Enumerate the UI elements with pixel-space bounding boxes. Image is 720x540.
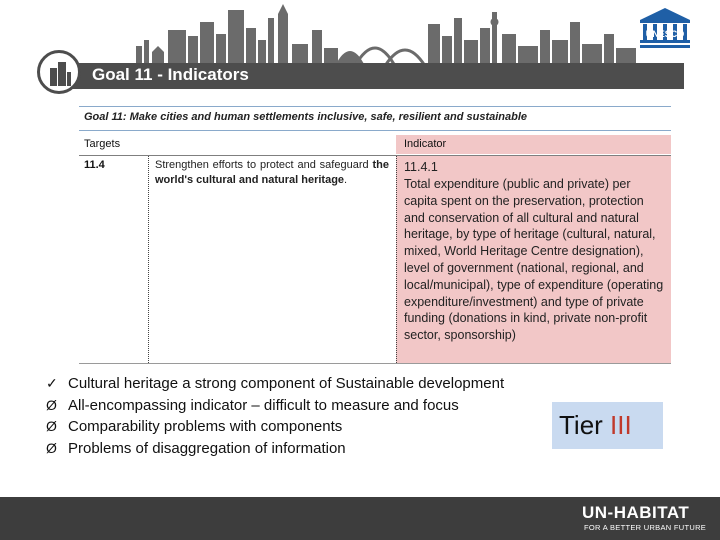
bullet-text: Problems of disaggregation of information — [68, 439, 346, 457]
tier-word: Tier — [559, 410, 603, 440]
goal-statement: Goal 11: Make cities and human settlements inclusive, safe, resilient and sustainable — [84, 111, 528, 123]
target-text-bold: the world's cultural and natural heritage — [155, 159, 389, 186]
city-icon-badge — [37, 50, 81, 94]
table-bottom-rule — [79, 363, 671, 364]
bullet-item — [46, 416, 516, 438]
bullet-item — [46, 395, 516, 417]
target-number: 11.4 — [84, 159, 105, 171]
column-header-indicator: Indicator — [404, 138, 447, 150]
un-habitat-logo: UN-HABITAT — [582, 503, 690, 522]
indicator-number: 11.4.1 — [404, 160, 438, 174]
goal-bottom-rule — [79, 130, 671, 131]
bullet-item — [46, 373, 516, 395]
tier-level: III — [610, 410, 632, 440]
column-divider-1 — [148, 156, 149, 363]
checkmark-icon: ✓ — [46, 375, 58, 391]
city-skyline-graphic — [130, 0, 640, 66]
table-header-targets-cell — [79, 135, 396, 154]
column-divider-2 — [396, 156, 397, 363]
bullet-text: Comparability problems with components — [68, 418, 343, 436]
arrow-bullet-icon: Ø — [46, 439, 57, 456]
arrow-bullet-icon: Ø — [46, 396, 57, 413]
page-title: Goal 11 - Indicators — [92, 65, 249, 84]
city-buildings-icon — [48, 60, 72, 86]
bullet-list — [46, 373, 516, 459]
tier-label — [559, 410, 632, 441]
goal-top-rule — [79, 106, 671, 107]
unesco-logo-text: UNESCO — [645, 29, 685, 39]
target-text-end: . — [344, 174, 348, 186]
arrow-bullet-icon: Ø — [46, 418, 57, 435]
un-habitat-tagline: FOR A BETTER URBAN FUTURE — [584, 523, 707, 532]
bullet-text: All-encompassing indicator – difficult to measure and focus — [68, 396, 459, 414]
target-description — [155, 158, 389, 188]
unesco-logo — [636, 6, 694, 52]
bullet-text: Cultural heritage a strong component of Sustainable development — [68, 375, 505, 392]
target-text-plain: Strengthen efforts to protect and safeguard — [155, 159, 369, 171]
bullet-item — [46, 438, 516, 460]
column-header-targets: Targets — [84, 138, 121, 150]
indicator-description: Total expenditure (public and private) per capita spent on the preservation, protection and conservation of all cultural and natural heritage, by type of heritage (cultural, natural, mixed, World Heritage Centre designation), level of government (national, regional, and local/municipal), type of expenditure (operating expenditure/investment) and type of private funding (donations in kind, private non-profit sector, sponsorship) — [404, 177, 664, 343]
